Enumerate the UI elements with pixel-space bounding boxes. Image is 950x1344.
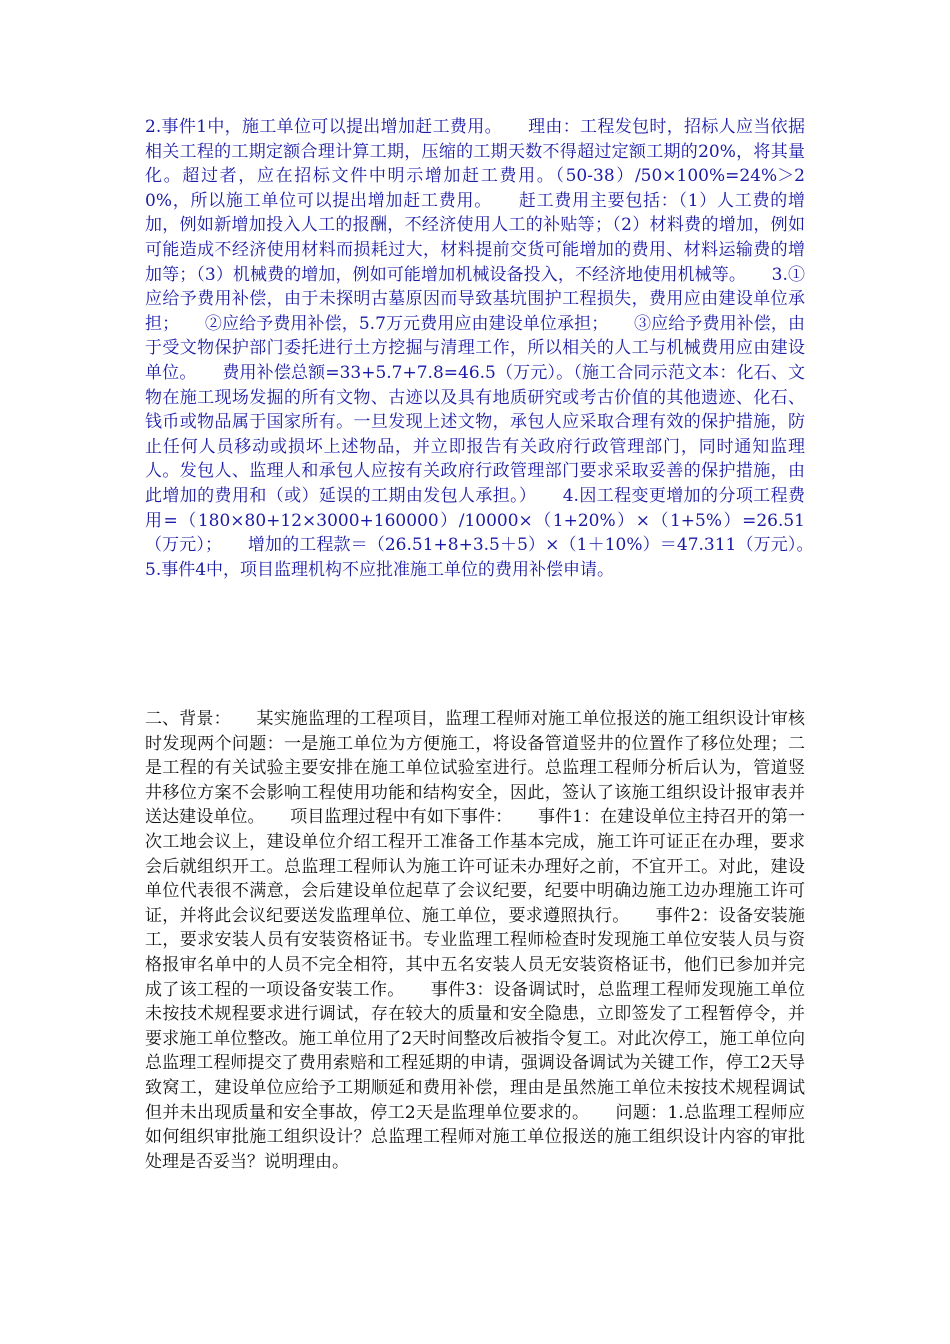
- answer-paragraph: 2.事件1中，施工单位可以提出增加赶工费用。 理由：工程发包时，招标人应当依据相关工程的工期定额合理计算工期，压缩的工期天数不得超过定额工期的20%，将其量化。超过者，应在招标文件中明示增加赶工费用。（50-38）/50×100%=24%＞20%，所以施工单位可以提出增加赶工费用。 赶工费用主要包括：（1）人工费的增加，例如新增加投入人工的报酬，不经济使用人工的补贴等；（2）材料费的增加，例如可能造成不经济使用材料而损耗过大，材料提前交货可能增加的费用、材料运输费的增加等；（3）机械费的增加，例如可能增加机械设备投入，不经济地使用机械等。 3.①应给予费用补偿，由于未探明古墓原因而导致基坑围护工程损失，费用应由建设单位承担； ②应给予费用补偿，5.7万元费用应由建设单位承担； ③应给予费用补偿，由于受文物保护部门委托进行土方挖掘与清理工作，所以相关的人工与机械费用应由建设单位。 费用补偿总额=33+5.7+7.8=46.5（万元）。（施工合同示范文本：化石、文物在施工现场发掘的所有文物、古迹以及具有地质研究或考古价值的其他遗迹、化石、钱币或物品属于国家所有。一旦发现上述文物，承包人应采取合理有效的保护措施，防止任何人员移动或损坏上述物品，并立即报告有关政府行政管理部门，同时通知监理人。发包人、监理人和承包人应按有关政府行政管理部门要求采取妥善的保护措施，由此增加的费用和（或）延误的工期由发包人承担。） 4.因工程变更增加的分项工程费用=（180×80+12×3000+160000）/10000×（1+20%）×（1+5%）=26.51（万元）； 增加的工程款＝（26.51+8+3.5＋5）×（1＋10%）＝47.311（万元）。 5.事件4中，项目监理机构不应批准施工单位的费用补偿申请。: [145, 117, 839, 580]
- case-background-paragraph: 二、背景： 某实施监理的工程项目，监理工程师对施工单位报送的施工组织设计审核时发现两个问题：一是施工单位为方便施工，将设备管道竖井的位置作了移位处理；二是工程的有关试验主要安排在施工单位试验室进行。总监理工程师分析后认为，管道竖井移位方案不会影响工程使用功能和结构安全，因此，签认了该施工组织设计报审表并送达建设单位。 项目监理过程中有如下事件： 事件1：在建设单位主持召开的第一次工地会议上，建设单位介绍工程开工准备工作基本完成，施工许可证正在办理，要求会后就组织开工。总监理工程师认为施工许可证未办理好之前，不宜开工。对此，建设单位代表很不满意，会后建设单位起草了会议纪要，纪要中明确边施工边办理施工许可证，并将此会议纪要送发监理单位、施工单位，要求遵照执行。 事件2：设备安装施工，要求安装人员有安装资格证书。专业监理工程师检查时发现施工单位安装人员与资格报审名单中的人员不完全相符，其中五名安装人员无安装资格证书，他们已参加并完成了该工程的一项设备安装工作。 事件3：设备调试时，总监理工程师发现施工单位未按技术规程要求进行调试，存在较大的质量和安全隐患，立即签发了工程暂停令，并要求施工单位整改。施工单位用了2天时间整改后被指令复工。对此次停工，施工单位向总监理工程师提交了费用索赔和工程延期的申请，强调设备调试为关键工作，停工2天导致窝工，建设单位应给予工期顺延和费用补偿，理由是虽然施工单位未按技术规程调试但并未出现质量和安全事故，停工2天是监理单位要求的。 问题：1.总监理工程师应如何组织审批施工组织设计？总监理工程师对施工单位报送的施工组织设计内容的审批处理是否妥当？说明理由。: [145, 709, 805, 1172]
